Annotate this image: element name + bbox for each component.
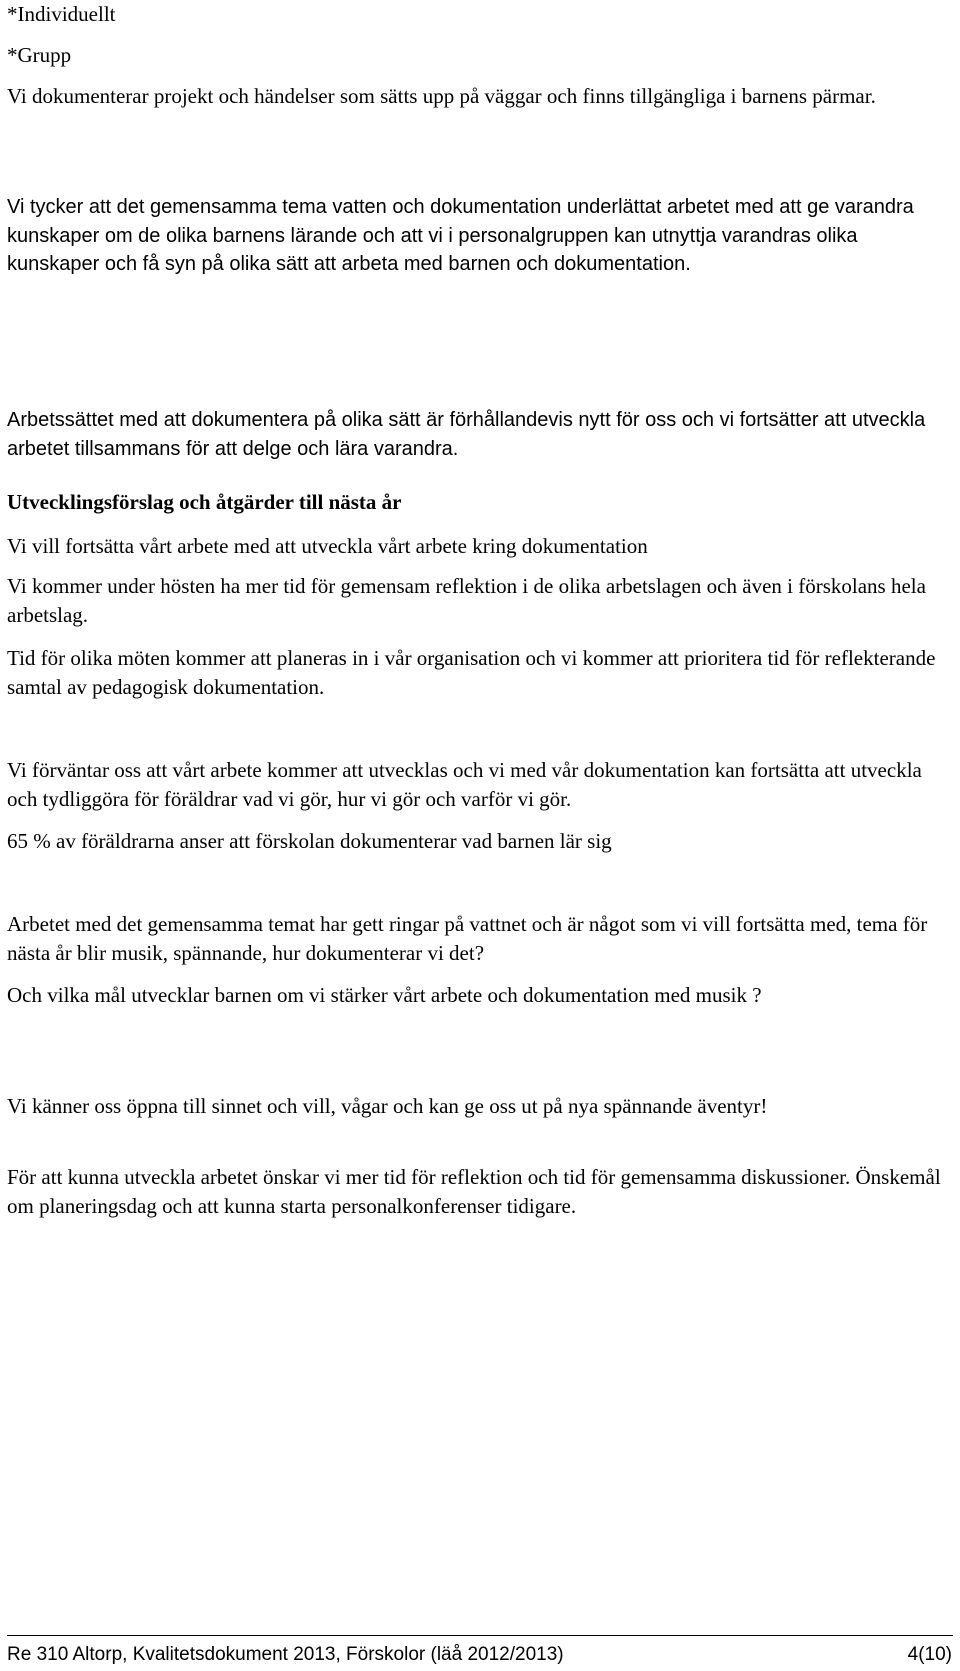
section-heading: Utvecklingsförslag och åtgärder till nästa år bbox=[7, 490, 402, 514]
paragraph-reflektion: För att kunna utveckla arbetet önskar vi mer tid för reflektion och tid för gemensamma diskussioner. Önskemål om planeringsdag och att kunna starta personalkonferenser tidigare. bbox=[7, 1165, 941, 1218]
paragraph-forvantar: Vi förväntar oss att vårt arbete kommer att utvecklas och vi med vår dokumentation kan fortsätta att utveckla och tydliggöra för föräldrar vad vi gör, hur vi gör och varför vi gör. bbox=[7, 758, 922, 811]
paragraph-individuellt: *Individuellt bbox=[7, 2, 116, 26]
paragraph-hosten: Vi kommer under hösten ha mer tid för gemensam reflektion i de olika arbetslagen och även i förskolans hela arbetslag. bbox=[7, 574, 926, 627]
paragraph-procent: 65 % av föräldrarna anser att förskolan dokumenterar vad barnen lär sig bbox=[7, 829, 612, 853]
footer-document-title: Re 310 Altorp, Kvalitetsdokument 2013, Förskolor (läå 2012/2013) bbox=[7, 1644, 564, 1665]
paragraph-ringar: Arbetet med det gemensamma temat har gett ringar på vattnet och är något som vi vill fortsätta med, tema för nästa år blir musik, spännande, hur dokumenterar vi det? bbox=[7, 912, 928, 965]
paragraph-mal: Och vilka mål utvecklar barnen om vi stärker vårt arbete och dokumentation med musik ? bbox=[7, 983, 762, 1007]
paragraph-dokumenterar: Vi dokumenterar projekt och händelser som sätts upp på väggar och finns tillgängliga i barnens pärmar. bbox=[7, 84, 876, 108]
paragraph-moten: Tid för olika möten kommer att planeras in i vår organisation och vi kommer att prioritera tid för reflekterande samtal av pedagogisk dokumentation. bbox=[7, 646, 936, 699]
paragraph-arbetssattet: Arbetssättet med att dokumentera på olika sätt är förhållandevis nytt för oss och vi fortsätter att utveckla arbetet tillsammans för att delge och lära varandra. bbox=[7, 409, 926, 460]
footer-divider bbox=[7, 1635, 953, 1636]
paragraph-grupp: *Grupp bbox=[7, 43, 72, 67]
paragraph-fortsatta: Vi vill fortsätta vårt arbete med att utveckla vårt arbete kring dokumentation bbox=[7, 534, 648, 558]
paragraph-oppna: Vi känner oss öppna till sinnet och vill, vågar och kan ge oss ut på nya spännande äventyr! bbox=[7, 1094, 768, 1118]
footer-page-number: 4(10) bbox=[907, 1644, 952, 1665]
paragraph-tema-vatten: Vi tycker att det gemensamma tema vatten och dokumentation underlättat arbetet med att ge varandra kunskaper om de olika barnens lärande och att vi i personalgruppen kan utnyttja varandras olika kunskaper och få syn på olika sätt att arbeta med barnen och dokumentation. bbox=[7, 196, 914, 275]
